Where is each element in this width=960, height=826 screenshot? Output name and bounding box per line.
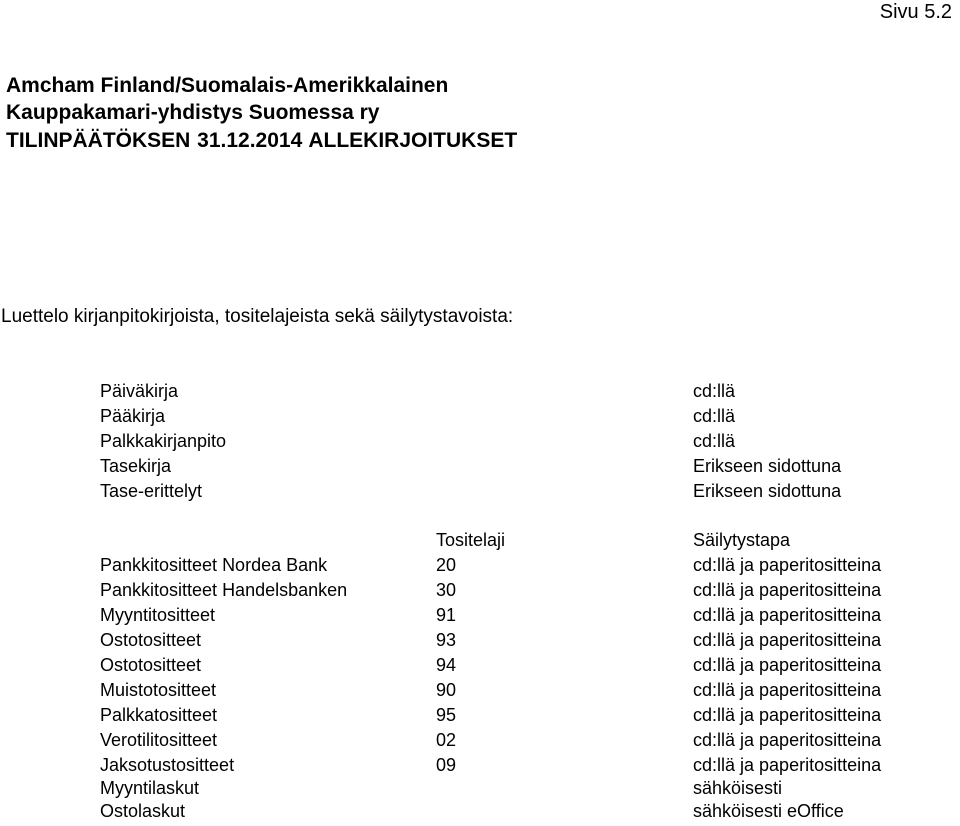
voucher-type-header: Tositelaji (436, 530, 506, 550)
book-storage: cd:llä (693, 406, 736, 426)
book-name: Tase-erittelyt (100, 481, 203, 501)
voucher-storage: cd:llä ja paperitositteina (693, 605, 882, 625)
voucher-name: Palkkatositteet (100, 705, 218, 725)
voucher-name: Muistotositteet (100, 680, 217, 700)
voucher-code: 93 (436, 630, 457, 650)
voucher-code: 90 (436, 680, 457, 700)
book-row (0, 431, 960, 456)
voucher-storage: sähköisesti eOffice (693, 801, 844, 821)
voucher-name: Pankkitositteet Handelsbanken (100, 580, 348, 600)
book-name: Tasekirja (100, 456, 172, 476)
list-heading: Luettelo kirjanpitokirjoista, tositelajeista sekä säilytystavoista: (1, 306, 514, 327)
table-row (0, 778, 960, 803)
table-row (0, 730, 960, 755)
book-row (0, 406, 960, 431)
table-row (0, 755, 960, 780)
voucher-name: Verotilitositteet (100, 730, 218, 750)
book-storage: Erikseen sidottuna (693, 456, 842, 476)
voucher-code: 91 (436, 605, 457, 625)
voucher-storage: cd:llä ja paperitositteina (693, 680, 882, 700)
book-storage: cd:llä (693, 431, 736, 451)
voucher-storage: cd:llä ja paperitositteina (693, 580, 882, 600)
voucher-storage: cd:llä ja paperitositteina (693, 630, 882, 650)
page-number: Sivu 5.2 (879, 1, 952, 23)
voucher-name: Myyntilaskut (100, 778, 200, 798)
book-name: Pääkirja (100, 406, 166, 426)
voucher-code: 30 (436, 580, 457, 600)
voucher-code: 02 (436, 730, 457, 750)
book-name: Palkkakirjanpito (100, 431, 227, 451)
table-row (0, 801, 960, 826)
voucher-storage: cd:llä ja paperitositteina (693, 555, 882, 575)
voucher-code: 20 (436, 555, 457, 575)
book-storage: Erikseen sidottuna (693, 481, 842, 501)
storage-method-header: Säilytystapa (693, 530, 791, 550)
voucher-code: 94 (436, 655, 457, 675)
table-row (0, 580, 960, 605)
voucher-code: 09 (436, 755, 457, 775)
voucher-storage: sähköisesti (693, 778, 783, 798)
voucher-storage: cd:llä ja paperitositteina (693, 705, 882, 725)
book-storage: cd:llä (693, 381, 736, 401)
table-row (0, 630, 960, 655)
table-row (0, 555, 960, 580)
document-title: TILINPÄÄTÖKSEN 31.12.2014 ALLEKIRJOITUKSET (6, 129, 518, 152)
voucher-storage: cd:llä ja paperitositteina (693, 755, 882, 775)
voucher-name: Ostotositteet (100, 630, 202, 650)
voucher-storage: cd:llä ja paperitositteina (693, 655, 882, 675)
organization-name-line1: Amcham Finland/Suomalais-Amerikkalainen (6, 74, 449, 97)
table-row (0, 655, 960, 680)
voucher-storage: cd:llä ja paperitositteina (693, 730, 882, 750)
table-row (0, 605, 960, 630)
voucher-name: Ostotositteet (100, 655, 202, 675)
table-row (0, 680, 960, 705)
book-name: Päiväkirja (100, 381, 179, 401)
voucher-name: Myyntitositteet (100, 605, 216, 625)
voucher-name: Jaksotustositteet (100, 755, 235, 775)
voucher-name: Ostolaskut (100, 801, 186, 821)
book-row (0, 381, 960, 406)
table-row (0, 705, 960, 730)
book-row (0, 456, 960, 481)
organization-name-line2: Kauppakamari-yhdistys Suomessa ry (6, 101, 380, 124)
book-row (0, 481, 960, 506)
table-header (0, 530, 960, 555)
voucher-code: 95 (436, 705, 457, 725)
voucher-name: Pankkitositteet Nordea Bank (100, 555, 328, 575)
